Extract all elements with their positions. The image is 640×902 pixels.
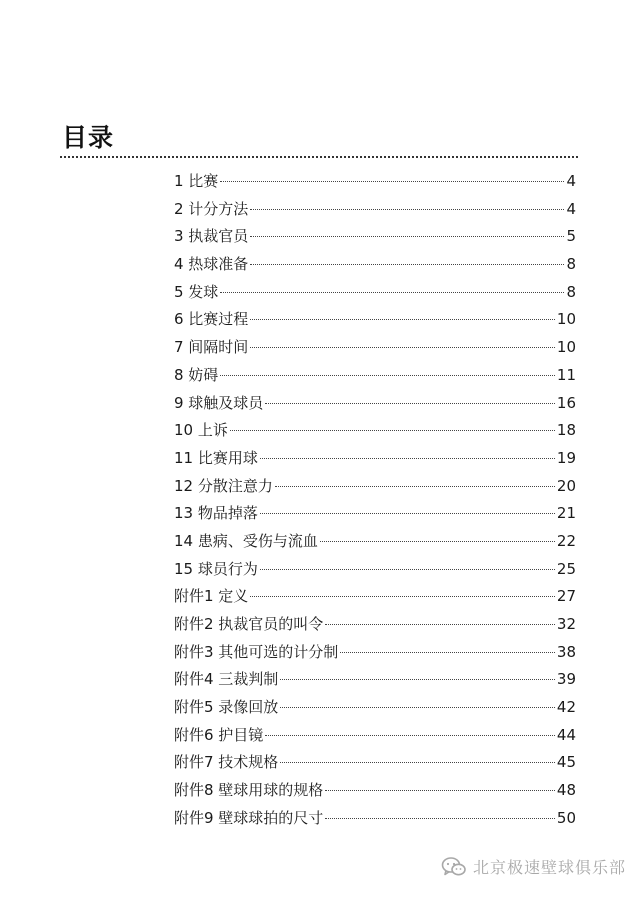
toc-entry-page-number: 32 xyxy=(556,615,576,633)
toc-entry-page-number: 8 xyxy=(566,282,576,301)
toc-entry xyxy=(174,639,576,667)
table-of-contents xyxy=(174,168,576,833)
toc-entry-page-number: 11 xyxy=(556,365,576,384)
toc-entry-label: 15 球员行为 xyxy=(174,559,258,578)
toc-dot-leader xyxy=(250,319,555,320)
toc-dot-leader xyxy=(250,236,564,237)
toc-entry-page-number: 25 xyxy=(556,559,576,578)
toc-entry-page-number: 48 xyxy=(556,781,576,800)
toc-entry xyxy=(174,306,576,334)
toc-entry-label: 附件6 护目镜 xyxy=(174,725,264,744)
toc-entry-label: 附件7 技术规格 xyxy=(174,753,279,772)
toc-entry xyxy=(174,334,576,362)
toc-entry-page-number: 50 xyxy=(556,808,576,827)
toc-entry-page-number: 18 xyxy=(556,421,576,440)
toc-dot-leader xyxy=(275,486,555,487)
toc-entry xyxy=(174,749,576,777)
toc-dot-leader xyxy=(325,790,555,791)
toc-dot-leader xyxy=(260,458,555,459)
toc-entry-label: 7 间隔时间 xyxy=(174,338,249,357)
toc-entry-label: 11 比赛用球 xyxy=(174,448,258,467)
toc-dot-leader xyxy=(280,707,555,708)
toc-dot-leader xyxy=(340,652,555,653)
toc-entry xyxy=(174,694,576,722)
toc-entry-label: 12 分散注意力 xyxy=(174,476,273,495)
toc-dot-leader xyxy=(220,375,555,376)
toc-entry-label: 3 执裁官员 xyxy=(174,227,249,246)
toc-entry-label: 13 物品掉落 xyxy=(174,504,258,523)
toc-entry-page-number: 5 xyxy=(566,227,576,246)
toc-entry xyxy=(174,390,576,418)
toc-entry-label: 9 球触及球员 xyxy=(174,393,264,412)
toc-dot-leader xyxy=(325,624,555,625)
toc-entry-label: 附件2 执裁官员的叫令 xyxy=(174,615,324,633)
toc-entry-label: 14 患病、受伤与流血 xyxy=(174,531,318,550)
toc-dot-leader xyxy=(260,569,555,570)
toc-entry-label: 附件9 壁球球拍的尺寸 xyxy=(174,808,324,827)
toc-dot-leader xyxy=(250,596,555,597)
toc-dot-leader xyxy=(250,347,555,348)
toc-entry-page-number: 16 xyxy=(556,393,576,412)
toc-entry-label: 附件8 壁球用球的规格 xyxy=(174,781,324,800)
toc-dot-leader xyxy=(230,430,555,431)
toc-entry xyxy=(174,445,576,473)
toc-entry xyxy=(174,722,576,750)
toc-entry xyxy=(174,556,576,584)
toc-entry-page-number: 44 xyxy=(556,725,576,744)
watermark-text: 北京极速壁球俱乐部 xyxy=(472,858,626,877)
toc-dot-leader xyxy=(280,679,555,680)
toc-dot-leader xyxy=(220,292,564,293)
toc-entry xyxy=(174,500,576,528)
toc-entry-label: 10 上诉 xyxy=(174,421,228,440)
toc-entry-page-number: 42 xyxy=(556,698,576,717)
toc-dot-leader xyxy=(260,513,555,514)
toc-entry-label: 附件5 录像回放 xyxy=(174,698,279,717)
toc-entry xyxy=(174,279,576,307)
toc-dot-leader xyxy=(250,264,564,265)
toc-entry-page-number: 10 xyxy=(556,338,576,357)
toc-dot-leader xyxy=(220,181,564,182)
toc-entry-label: 6 比赛过程 xyxy=(174,310,249,329)
toc-entry xyxy=(174,417,576,445)
toc-entry-page-number: 8 xyxy=(566,255,576,274)
toc-entry-label: 附件1 定义 xyxy=(174,587,249,606)
toc-entry-label: 附件3 其他可选的计分制 xyxy=(174,642,339,661)
toc-dot-leader xyxy=(265,403,555,404)
wechat-icon xyxy=(441,856,467,878)
toc-entry xyxy=(174,528,576,556)
toc-entry-page-number: 10 xyxy=(556,310,576,329)
toc-entry-page-number: 19 xyxy=(556,448,576,467)
toc-entry-page-number: 39 xyxy=(556,670,576,689)
toc-dot-leader xyxy=(265,735,555,736)
toc-entry xyxy=(174,223,576,251)
toc-entry xyxy=(174,168,576,196)
toc-entry-label: 2 计分方法 xyxy=(174,199,249,218)
toc-entry-page-number: 21 xyxy=(556,504,576,523)
toc-dot-leader xyxy=(280,762,555,763)
toc-entry-label: 5 发球 xyxy=(174,282,219,301)
toc-entry-page-number: 45 xyxy=(556,753,576,772)
toc-entry xyxy=(174,666,576,694)
watermark xyxy=(441,855,626,878)
toc-entry xyxy=(174,473,576,501)
toc-entry-label: 1 比赛 xyxy=(174,172,219,190)
toc-entry-page-number: 20 xyxy=(556,476,576,495)
toc-entry-page-number: 22 xyxy=(556,531,576,550)
toc-entry-page-number: 38 xyxy=(556,642,576,661)
toc-entry-label: 8 妨碍 xyxy=(174,365,219,384)
toc-entry xyxy=(174,362,576,390)
toc-dot-leader xyxy=(250,209,564,210)
toc-entry-label: 附件4 三裁判制 xyxy=(174,670,279,689)
toc-entry xyxy=(174,583,576,611)
toc-dot-leader xyxy=(320,541,555,542)
toc-entry-page-number: 27 xyxy=(556,587,576,606)
toc-dot-leader xyxy=(325,818,555,819)
toc-entry-label: 4 热球准备 xyxy=(174,255,249,274)
page-title: 目录 xyxy=(62,123,115,152)
toc-entry-page-number: 4 xyxy=(566,172,576,190)
title-divider xyxy=(60,156,578,158)
toc-entry xyxy=(174,805,576,833)
toc-entry xyxy=(174,196,576,224)
toc-entry xyxy=(174,251,576,279)
toc-entry xyxy=(174,777,576,805)
toc-entry-page-number: 4 xyxy=(566,199,576,218)
toc-entry xyxy=(174,611,576,639)
